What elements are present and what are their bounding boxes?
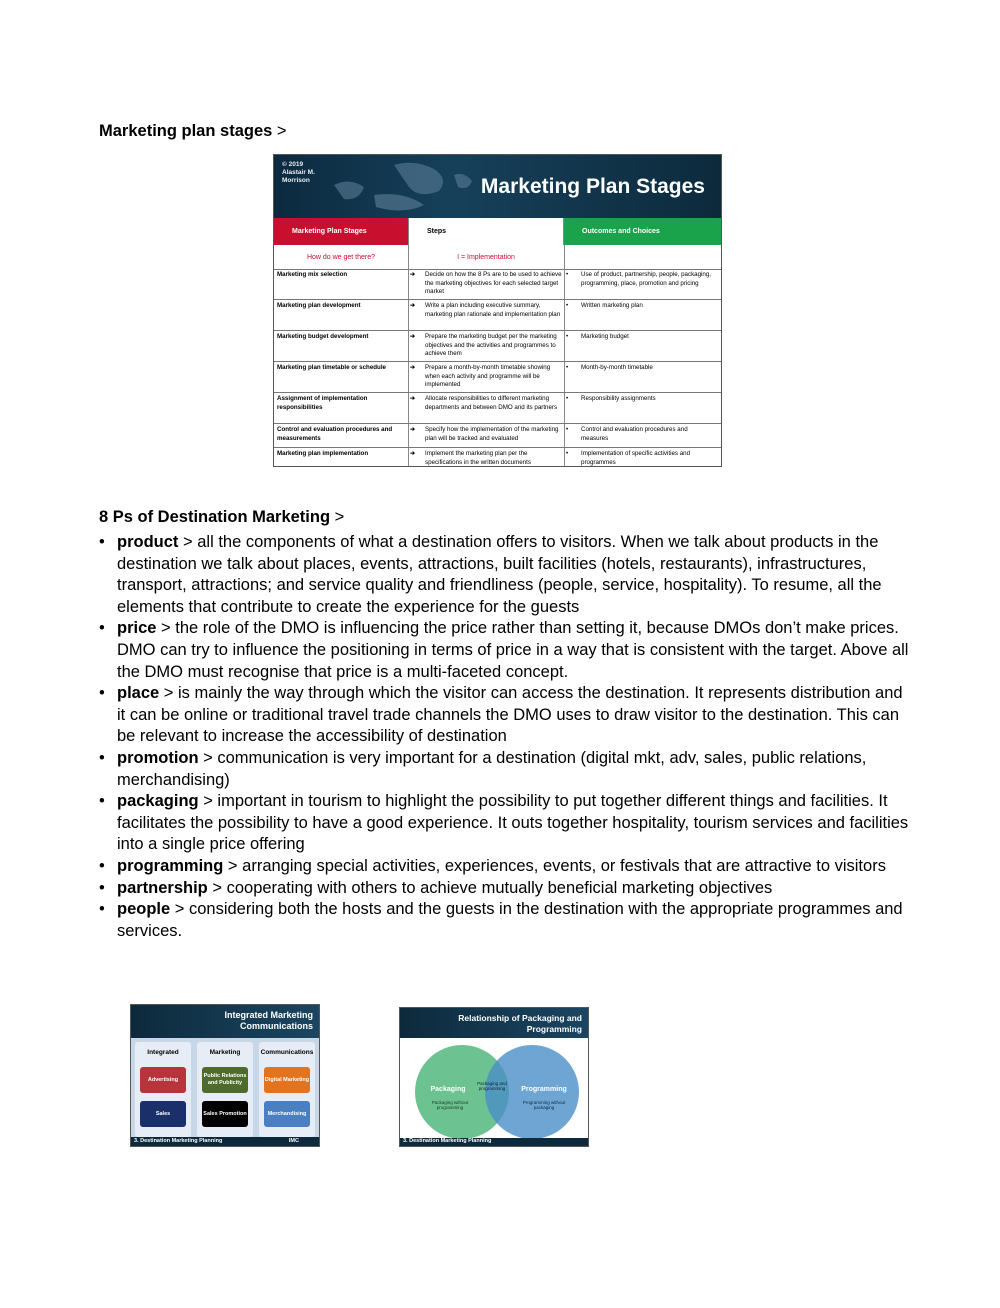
public-relations-box: Public Relations and Publicity [202, 1067, 248, 1093]
arrow-icon: ➔ [410, 271, 416, 278]
table-row: Marketing plan implementation ➔ Implement the marketing plan per the specifications in the written documents • Implementation of specific activities and programmes [277, 450, 691, 466]
heading-8ps: 8 Ps of Destination Marketing > [99, 508, 345, 526]
column-headers [274, 218, 721, 245]
table-row: Assignment of implementation responsibilities ➔ Allocate responsibilities to different marketing departments and between DMO and its partners • Responsibility assignments [274, 393, 721, 424]
sub-header-left: How do we get there? [306, 253, 376, 261]
packaging-programming-slide [399, 1007, 589, 1147]
list-item: • promotion > communication is very important for a destination (digital mkt, adv, sales, public relations, merchandising) [99, 748, 867, 789]
programming-label: Programming [521, 1086, 567, 1093]
slide-header [131, 1005, 319, 1038]
slide-footer: 3. Destination Marketing Planning IMC [131, 1137, 319, 1146]
list-item: • partnership > cooperating with others to achieve mutually beneficial marketing objectives [99, 878, 773, 897]
slide-title: Relationship of Packaging and Programming [458, 1013, 582, 1034]
table-row: Control and evaluation procedures and measurements ➔ Specify how the implementation of the marketing plan will be tracked and evaluated • Control and evaluation procedures and measures [274, 424, 721, 448]
slide-header [400, 1008, 588, 1038]
packaging-sub-label: Packaging without programming [431, 1100, 469, 1110]
arrow-icon: ➔ [410, 364, 416, 371]
col-header-steps: Steps [408, 218, 564, 245]
arrow-icon: ➔ [410, 333, 416, 340]
table-row: Marketing mix selection ➔ Decide on how the 8 Ps are to be used to achieve the marketing objectives for each selected target market • Use of product, partnership, people, packaging, programming, place, promotion and pricing [274, 269, 721, 300]
list-item: • people > considering both the hosts and the guests in the destination with the appropriate programmes and services. [99, 900, 903, 940]
col-label: Communications [260, 1049, 314, 1056]
slide-title: Marketing Plan Stages [480, 175, 705, 198]
list-item: • packaging > important in tourism to highlight the possibility to put together different things and facilities. It facilitates the possibility to have a good experience. It outs together hospitality, tourism services and facilities into a single price offering [99, 792, 909, 854]
imc-slide [130, 1004, 320, 1147]
copyright-text: © 2019 Alastair M. Morrison [282, 161, 315, 184]
sales-promotion-box: Sales Promotion [202, 1101, 248, 1127]
arrow-icon: ➔ [410, 426, 416, 433]
eight-ps-list [99, 532, 909, 942]
programming-sub-label: Programming without packaging [522, 1100, 566, 1110]
heading-marketing-plan-stages: Marketing plan stages > [99, 122, 287, 140]
advertising-box: Advertising [140, 1067, 186, 1093]
list-item: • product > all the components of what a destination offers to visitors. When we talk about products in the destination we talk about places, events, attractions, built facilities (hotels, restaurants), infrastructures, transport, attractions; and service quality and friendliness (people, service, hospitality). To resume, all the elements that contribute to create the experience for the guests [99, 533, 882, 616]
slide-header [274, 155, 721, 218]
col-header-stages: Marketing Plan Stages [274, 218, 408, 245]
list-item: • price > the role of the DMO is influencing the price rather than setting it, because DMOs don’t make prices. DMO can try to influence the positioning in terms of price in a way that is consistent with the target. Above all the DMO must recognise that price is a multi-faceted concept. [99, 619, 909, 681]
table-row: Marketing plan timetable or schedule ➔ Prepare a month-by-month timetable showing when each activity and programme will be implemented • Month-by-month timetable [274, 362, 721, 393]
sub-header-row [274, 245, 721, 270]
sub-header-mid: I = Implementation [457, 253, 515, 261]
merchandising-box: Merchandising [264, 1101, 310, 1127]
marketing-plan-stages-slide [273, 154, 722, 467]
list-item: • place > is mainly the way through which the visitor can access the destination. It represents distribution and it can be online or traditional travel trade channels the DMO uses to draw visitor to the destination. This can be relevant to increase the accessibility of destination [99, 684, 903, 746]
col-label: Integrated [147, 1049, 179, 1056]
overlap-label: Packaging and programming [477, 1081, 507, 1091]
digital-marketing-box: Digital Marketing [264, 1067, 310, 1093]
arrow-icon: ➔ [410, 395, 416, 402]
stage-rows [274, 269, 721, 467]
list-item: • programming > arranging special activities, experiences, events, or festivals that are attractive to visitors [99, 856, 886, 875]
slide-footer: 3. Destination Marketing Planning [400, 1138, 588, 1146]
table-row: Marketing plan development ➔ Write a plan including executive summary, marketing plan rationale and implementation plan • Written marketing plan [274, 300, 721, 331]
packaging-label: Packaging [430, 1086, 466, 1093]
arrow-icon: ➔ [410, 450, 416, 457]
col-label: Marketing [209, 1049, 241, 1056]
col-header-outcomes: Outcomes and Choices [564, 218, 721, 245]
table-row: Marketing budget development ➔ Prepare the marketing budget per the marketing objectives and the activities and programmes to achieve them • Marketing budget [274, 331, 721, 362]
sales-box: Sales [140, 1101, 186, 1127]
slide-title: Integrated Marketing Communications [224, 1010, 313, 1031]
arrow-icon: ➔ [410, 302, 416, 309]
